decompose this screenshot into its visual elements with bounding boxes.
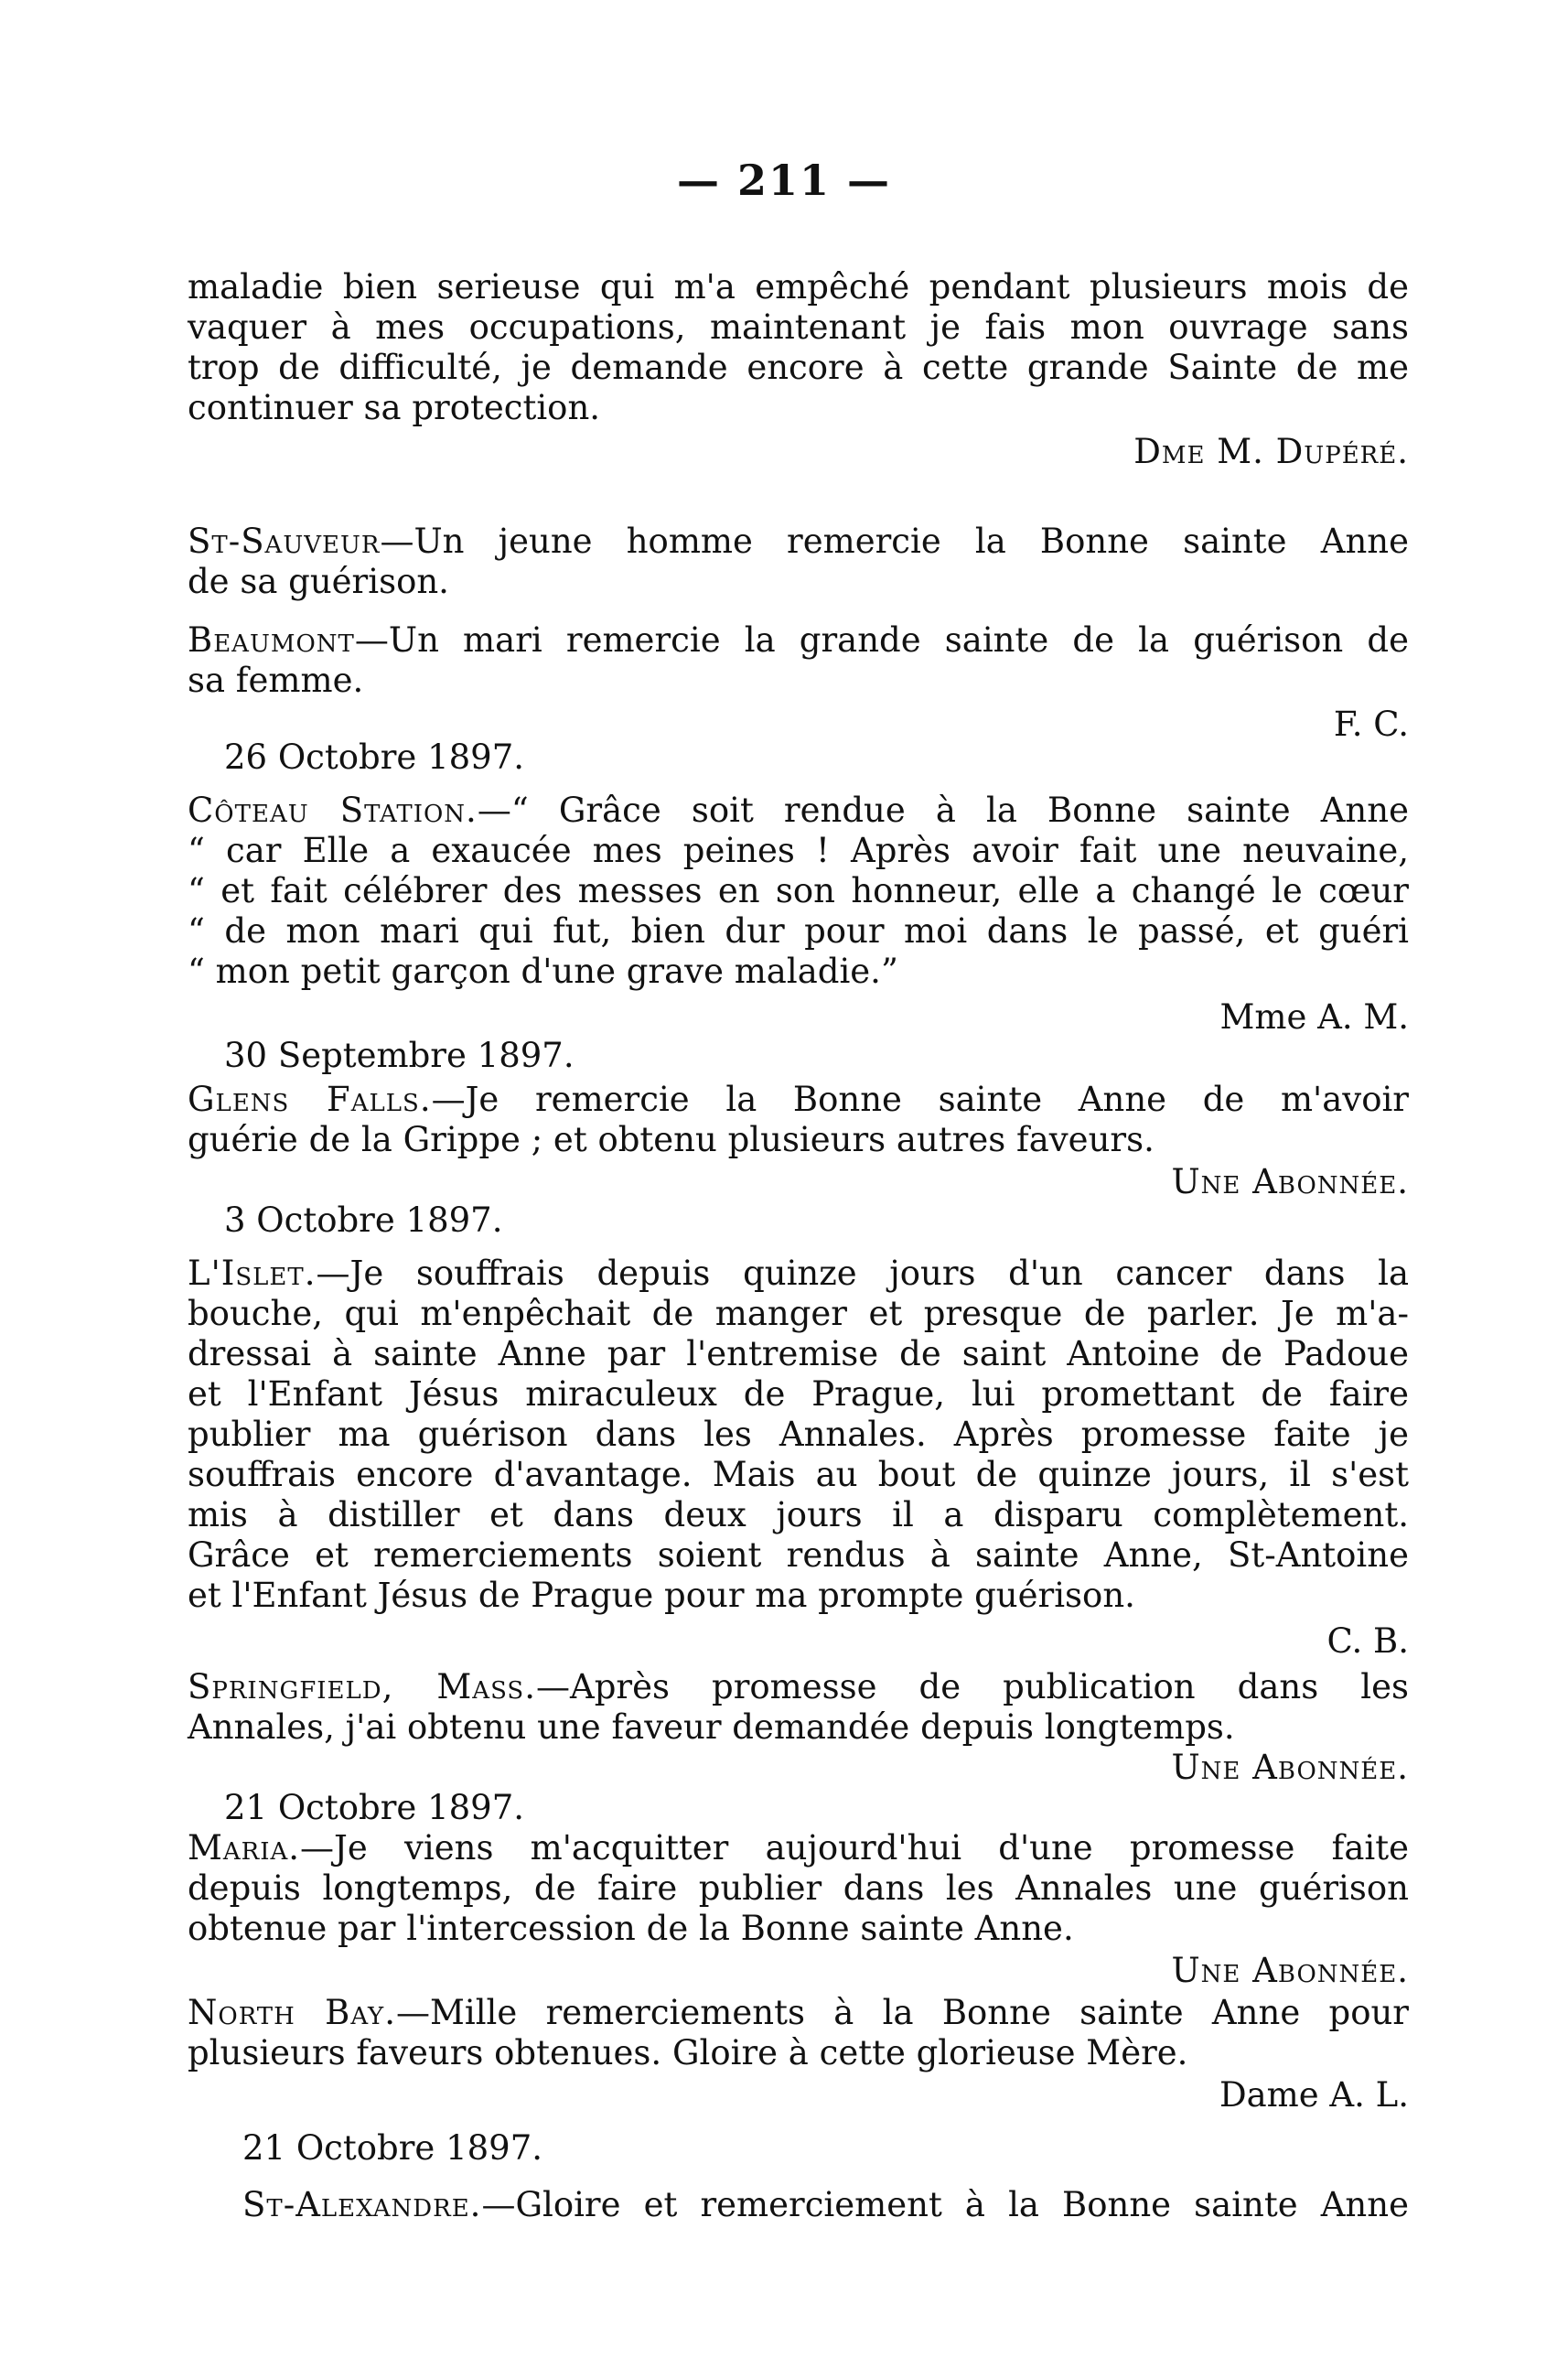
text-line: —Un mari remercie la grande sainte de la guérison de <box>354 620 1409 660</box>
place-name: St-Sauveur <box>188 522 381 561</box>
date-line: 21 Octobre 1897. <box>224 1788 524 1827</box>
place-name: Springfield, Mass. <box>188 1667 536 1706</box>
text-line: depuis longtemps, de faire publier dans les Annales une guérison <box>188 1868 1409 1908</box>
date-line: 3 Octobre 1897. <box>224 1200 503 1240</box>
signature: Dme M. Dupéré. <box>1133 432 1409 471</box>
text-line: —Un jeune homme remercie la Bonne sainte Anne <box>380 522 1409 561</box>
text-line: guérie de la Grippe ; et obtenu plusieurs autres faveurs. <box>188 1120 1155 1159</box>
text-line: sa femme. <box>188 661 364 700</box>
text-line: publier ma guérison dans les Annales. Après promesse faite je <box>188 1415 1409 1454</box>
text-line: et l'Enfant Jésus de Prague pour ma prompte guérison. <box>188 1576 1135 1615</box>
text-line: plusieurs faveurs obtenues. Gloire à cette glorieuse Mère. <box>188 2033 1188 2072</box>
signature: Une Abonnée. <box>1171 1748 1409 1787</box>
entry-first-line <box>188 522 1409 562</box>
signature: Une Abonnée. <box>1171 1951 1409 1990</box>
entry-first-line <box>188 1828 1409 1868</box>
place-name: Côteau Station. <box>188 791 478 830</box>
text-line: —Je remercie la Bonne sainte Anne de m'avoir <box>431 1080 1409 1119</box>
text-line: “ de mon mari qui fut, bien dur pour moi dans le passé, et guéri <box>188 911 1409 951</box>
place-name: L'Islet. <box>188 1254 317 1293</box>
text-line: —Je souffrais depuis quinze jours d'un cancer dans la <box>316 1254 1409 1293</box>
text-line: —Mille remerciements à la Bonne sainte Anne pour <box>395 1993 1409 2032</box>
signature: C. B. <box>1326 1621 1409 1661</box>
place-name: Beaumont <box>188 620 355 660</box>
text-line: souffrais encore d'avantage. Mais au bout de quinze jours, il s'est <box>188 1455 1409 1494</box>
text-line: —Après promesse de publication dans les <box>536 1667 1409 1706</box>
entry-first-line <box>188 2185 1409 2225</box>
date-line: 21 Octobre 1897. <box>242 2128 542 2168</box>
text-line: trop de difficulté, je demande encore à cette grande Sainte de me <box>188 348 1409 387</box>
text-line: obtenue par l'intercession de la Bonne sainte Anne. <box>188 1909 1074 1948</box>
text-line: Annales, j'ai obtenu une faveur demandée depuis longtemps. <box>188 1707 1235 1747</box>
entry-first-line <box>188 1667 1409 1707</box>
text-line: vaquer à mes occupations, maintenant je fais mon ouvrage sans <box>188 307 1409 347</box>
date-line: 30 Septembre 1897. <box>224 1036 575 1075</box>
date-line: 26 Octobre 1897. <box>224 737 524 777</box>
signature: Mme A. M. <box>1219 997 1409 1037</box>
text-line: —Gloire et remerciement à la Bonne sainte Anne <box>481 2185 1409 2224</box>
text-line: “ car Elle a exaucée mes peines ! Après avoir fait une neuvaine, <box>188 831 1409 870</box>
text-line: maladie bien serieuse qui m'a empêché pendant plusieurs mois de <box>188 267 1409 307</box>
text-line: Grâce et remerciements soient rendus à sainte Anne, St-Antoine <box>188 1535 1409 1575</box>
place-name: North Bay. <box>188 1993 396 2032</box>
page-number: — 211 — <box>676 156 892 205</box>
text-line: et l'Enfant Jésus miraculeux de Prague, lui promettant de faire <box>188 1374 1409 1414</box>
place-name: Maria. <box>188 1828 301 1868</box>
text-line: “ et fait célébrer des messes en son honneur, elle a changé le cœur <box>188 871 1409 910</box>
signature: F. C. <box>1333 705 1409 744</box>
entry-first-line <box>188 791 1409 831</box>
text-line: de sa guérison. <box>188 562 449 601</box>
entry-first-line <box>188 1080 1409 1120</box>
text-line: “ mon petit garçon d'une grave maladie.” <box>188 952 898 991</box>
text-line: bouche, qui m'enpêchait de manger et presque de parler. Je m'a- <box>188 1294 1409 1333</box>
entry-first-line <box>188 1254 1409 1294</box>
text-line: —Je viens m'acquitter aujourd'hui d'une promesse faite <box>300 1828 1409 1868</box>
place-name: Glens Falls. <box>188 1080 432 1119</box>
entry-first-line <box>188 1993 1409 2033</box>
signature: Dame A. L. <box>1219 2075 1409 2115</box>
text-line: —“ Grâce soit rendue à la Bonne sainte Anne <box>477 791 1409 830</box>
text-line: mis à distiller et dans deux jours il a disparu complètement. <box>188 1495 1409 1534</box>
entry-first-line <box>188 620 1409 661</box>
signature: Une Abonnée. <box>1171 1162 1409 1201</box>
text-line: dressai à sainte Anne par l'entremise de saint Antoine de Padoue <box>188 1334 1409 1373</box>
text-line: continuer sa protection. <box>188 388 601 427</box>
place-name: St-Alexandre. <box>242 2185 482 2224</box>
